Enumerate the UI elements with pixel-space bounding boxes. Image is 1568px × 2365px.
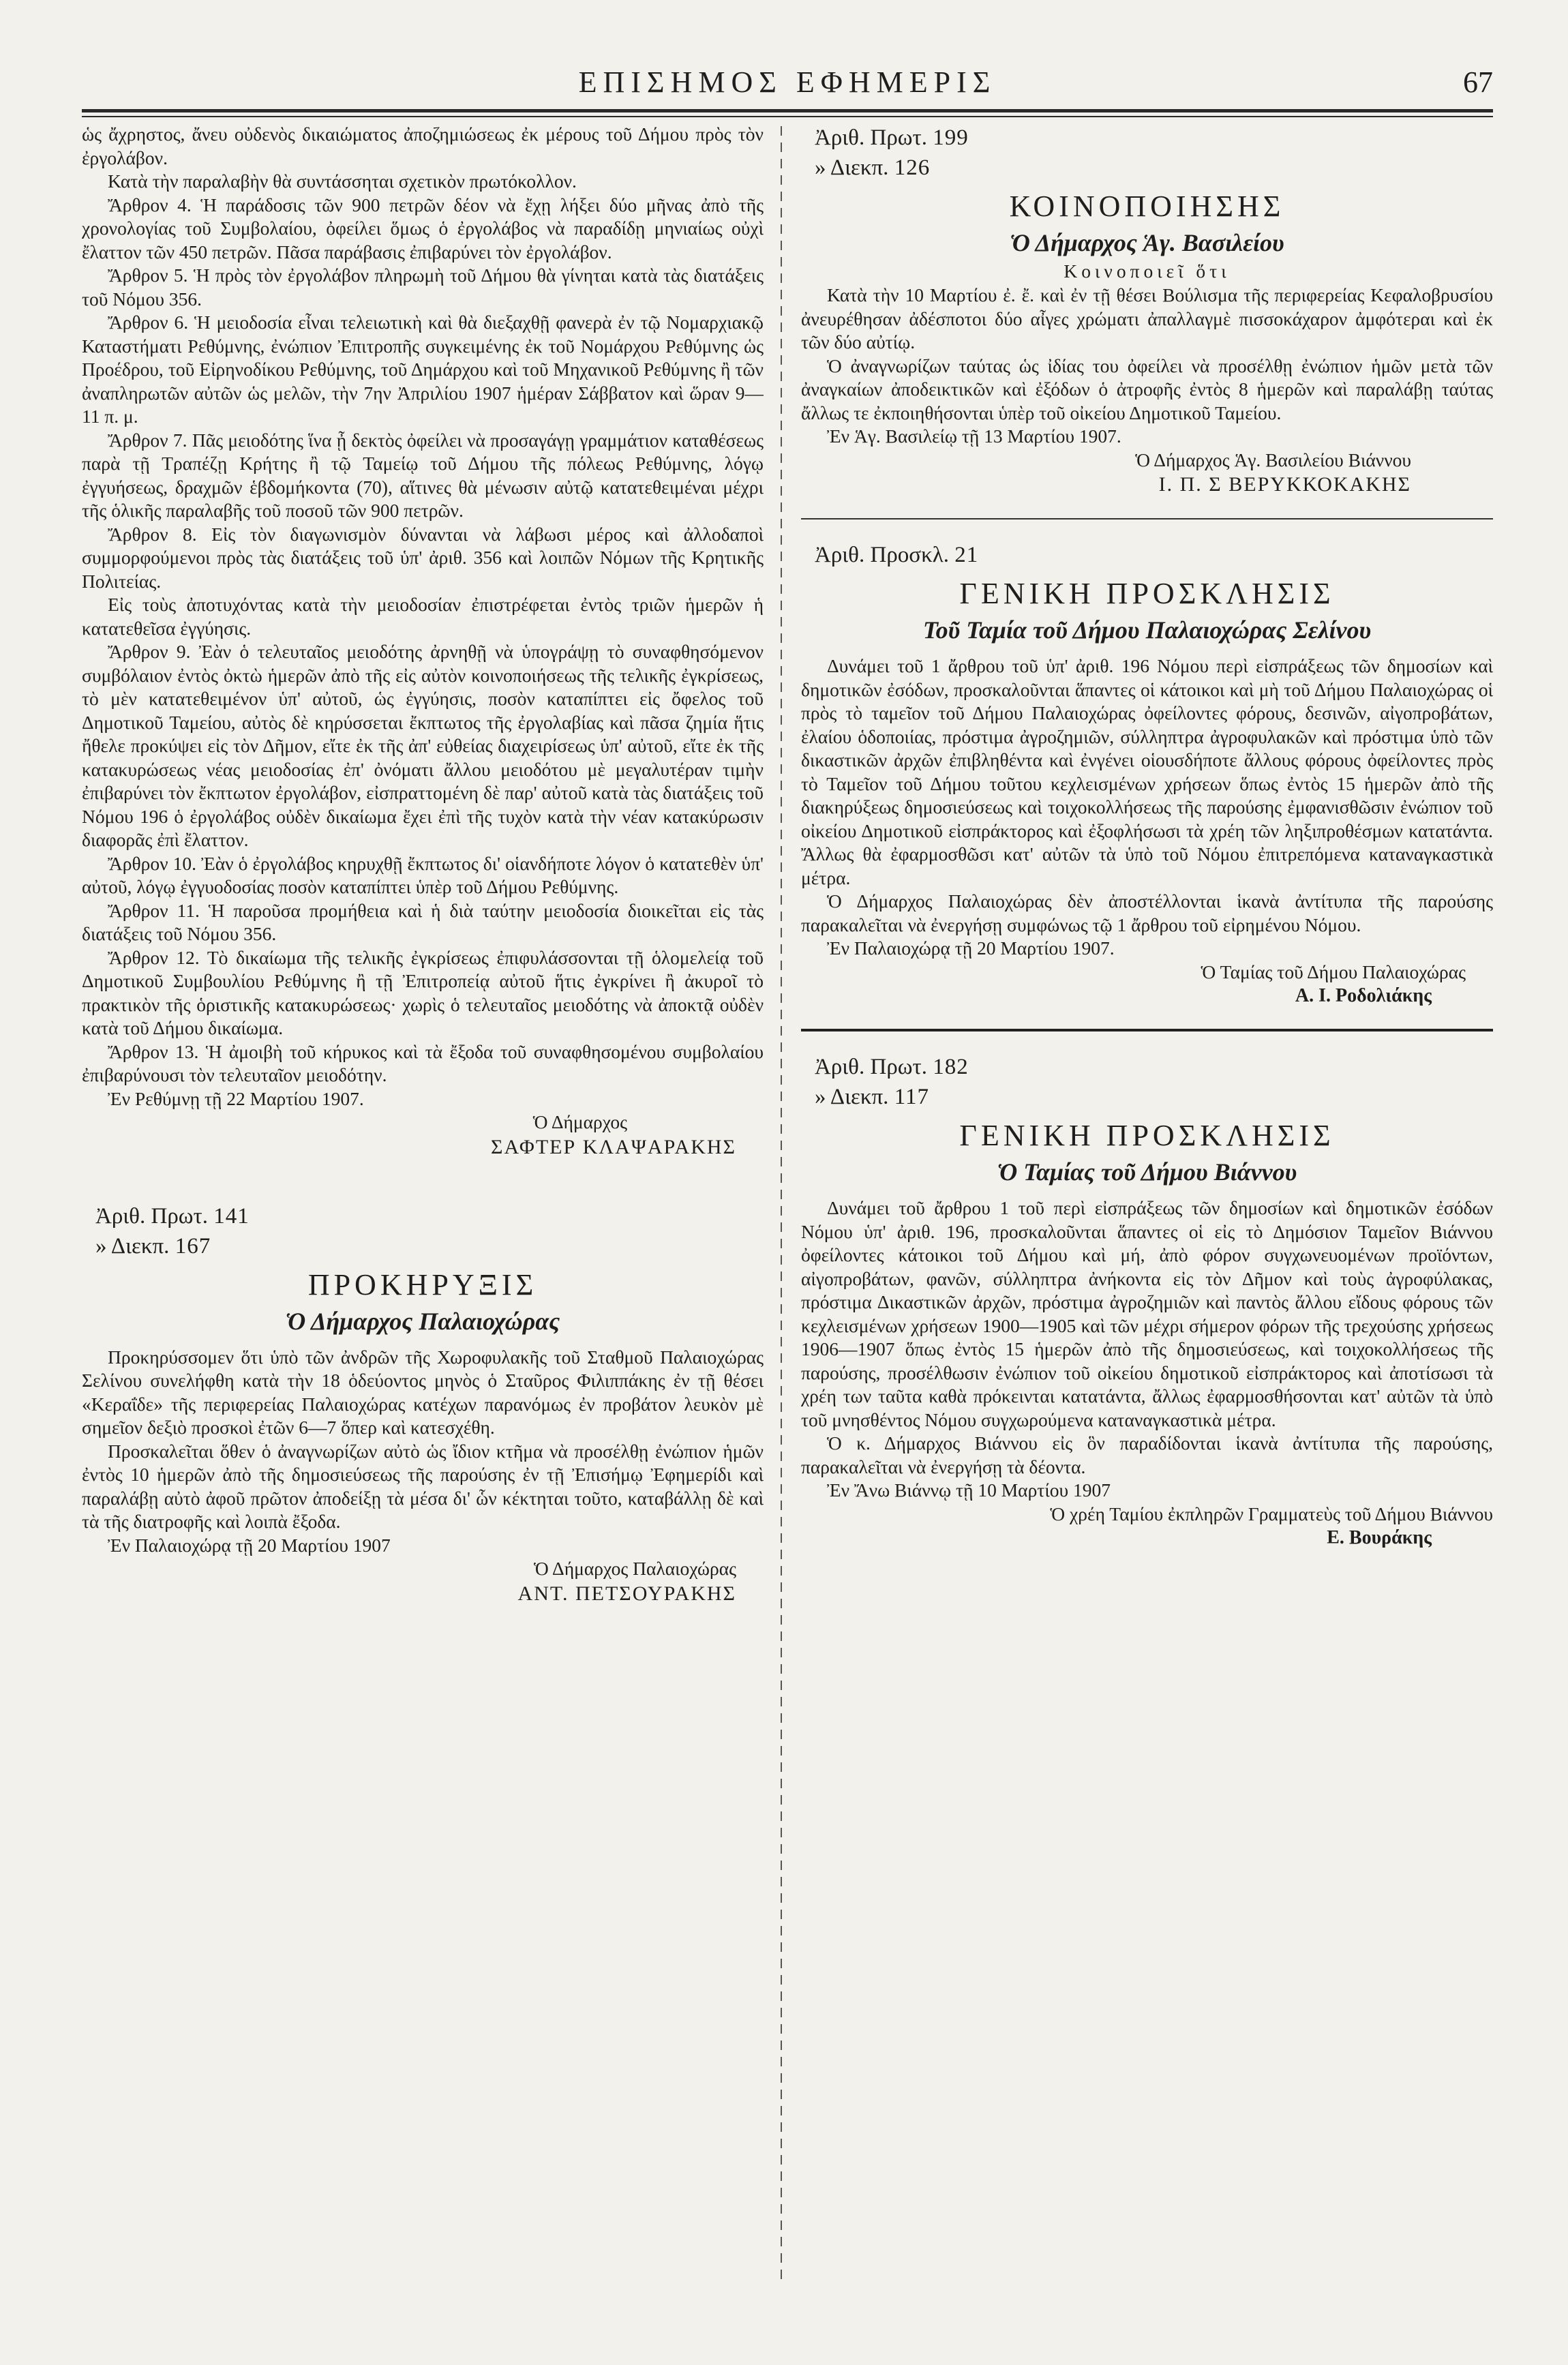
dispatch-number xyxy=(815,153,1493,183)
date-line: Ἐν Ρεθύμνῃ τῇ 22 Μαρτίου 1907. xyxy=(108,1087,364,1109)
signature-role: Ὁ Δήμαρχος Παλαιοχώρας xyxy=(533,1558,736,1579)
protocol-number xyxy=(815,123,1493,153)
article-12: Ἄρθρον 12. Τὸ δικαίωμα τῆς τελικῆς ἐγκρίσεως ἐπιφυλάσσονται τῇ ὁλομελείᾳ τοῦ Δημοτικοῦ Συμβουλίου Ρεθύμνης ἢ τῇ Ἐπιτροπείᾳ αὐτοῦ ἥτις ἐγκρίνει ἢ ἀκυροῖ τὸ πρακτικὸν τῆς ὁριστικῆς κατακυρώσεως· χωρὶς ὁ τελευταῖος μειοδότης νὰ ἀποκτᾷ οὐδὲν κατὰ τοῦ Δήμου δικαίωμα. xyxy=(82,946,764,1038)
protocol-label: Ἀριθ. Πρωτ. xyxy=(815,1055,928,1079)
protocol-value: 182 xyxy=(933,1055,969,1079)
notice-title: ΓΕΝΙΚΗ ΠΡΟΣΚΛΗΣΙΣ xyxy=(959,577,1335,610)
article-11: Ἄρθρον 11. Ἡ παροῦσα προμήθεια καὶ ἡ διὰ ταύτην μειοδοσία διοικεῖται εἰς τὰς διατάξεις τοῦ Νόμου 356. xyxy=(82,899,764,944)
article-8: Ἄρθρον 8. Εἰς τὸν διαγωνισμὸν δύνανται νὰ λάβωσι μέρος καὶ ἀλλοδαποὶ συμμορφούμενοι πρὸς τὰς διατάξεις τοῦ ὑπ' ἀριθ. 356 καὶ λοιπῶν Νόμων τῆς Κρητικῆς Πολιτείας. xyxy=(82,523,764,592)
notice-subtitle: Ὁ Δήμαρχος Ἁγ. Βασιλείου xyxy=(1010,229,1284,256)
signature-name: ΑΝΤ. ΠΕΤΣΟΥΡΑΚΗΣ xyxy=(517,1582,736,1605)
page-number: 67 xyxy=(1463,65,1493,99)
left-column xyxy=(82,123,764,2291)
dispatch-value: 117 xyxy=(894,1085,929,1109)
signature-role: Ὁ χρέη Ταμίου ἐκπληρῶν Γραμματεὺς τοῦ Δήμου Βιάννου xyxy=(1050,1503,1493,1524)
date-line: Ἐν Παλαιοχώρᾳ τῇ 20 Μαρτίου 1907 xyxy=(108,1534,391,1556)
dispatch-number xyxy=(95,1231,764,1261)
dispatch-value: 167 xyxy=(175,1233,211,1259)
date-line: Ἐν Ἁγ. Βασιλείῳ τῇ 13 Μαρτίου 1907. xyxy=(827,425,1121,447)
article-9: Ἄρθρον 9. Ἐὰν ὁ τελευταῖος μειοδότης ἀρνηθῇ νὰ ὑπογράψῃ τὸ συναφθησόμενον συμβόλαιον ἐντὸς ὀκτὼ ἡμερῶν ἀπὸ τῆς εἰς αὐτὸν κοινοποιήσεως τῆς τελικῆς ἐγκρίσεως, τὸ μὲν κατατεθειμένον ὑπ' αὐτοῦ, ὡς ἐγγύησις, ποσὸν καταπίπτει εἰς ὄφελος τοῦ Δημοτικοῦ Ταμείου, αὐτὸς δὲ κηρύσσεται ἔκπτωτος τῆς ἐργολαβίας καὶ πᾶσα ζημία ἥτις ἤθελε προκύψει εἰς τὸν Δῆμον, εἴτε ἐκ τῆς ἀπ' εὐθείας διαχειρίσεως ὑπ' αὐτοῦ, εἴτε ἐκ τῆς κατακυρώσεως νέας μειοδοσίας ἐπ' ὀνόματι ἄλλου μειοδότου μὲ μεγαλυτέραν τιμὴν ἐπιβαρύνει τὸν ἔκπτωτον ἐργολάβον, εἰσπραττομένη δὲ παρ' αὐτοῦ κατὰ τὰς διατάξεις τοῦ Νόμου 196 ὁ ἐργολάβος οὐδὲν δικαίωμα ἔχει ἐπὶ τῆς τυχὸν κατὰ τὴν νέαν κατακύρωσιν διαφορᾶς ἐπὶ ἔλαττον. xyxy=(82,641,764,850)
signature-role: Ὁ Ταμίας τοῦ Δήμου Παλαιοχώρας xyxy=(1201,961,1466,982)
signature-role: Ὁ Δήμαρχος Ἁγ. Βασιλείου Βιάννου xyxy=(1135,449,1411,470)
header-rule-thin xyxy=(82,116,1493,117)
notice-subtitle: Ὁ Ταμίας τοῦ Δήμου Βιάννου xyxy=(997,1158,1297,1186)
paragraph: Κατὰ τὴν 10 Μαρτίου ἐ. ἔ. καὶ ἐν τῇ θέσει Βούλισμα τῆς περιφερείας Κεφαλοβρυσίου ἀνευρέθησαν ἀδέσποτοι δύο αἶγες χρώματι ἀπαλλαγμὲ πισσοκάχαρον ἀμφότεραι καὶ ἐκ τῶν δύο αὐτίῳ. xyxy=(801,284,1493,352)
signature-role: Ὁ Δήμαρχος xyxy=(532,1111,627,1132)
protocol-value: 141 xyxy=(213,1203,250,1229)
running-title: ΕΠΙΣΗΜΟΣ ΕΦΗΜΕΡΙΣ xyxy=(578,65,997,99)
page-header xyxy=(82,65,1493,106)
article-13: Ἄρθρον 13. Ἡ ἀμοιβὴ τοῦ κήρυκος καὶ τὰ ἔξοδα τοῦ συναφθησομένου συμβολαίου ἐπιβαρύνουσι τὸν τελευταῖον μειοδότην. xyxy=(82,1040,764,1085)
protocol-number xyxy=(815,540,1493,570)
date-line: Ἐν Ἄνω Βιάννῳ τῇ 10 Μαρτίου 1907 xyxy=(827,1479,1111,1501)
dispatch-value: 126 xyxy=(894,155,931,180)
dispatch-number xyxy=(815,1082,1493,1112)
paragraph: ὡς ἄχρηστος, ἄνευ οὐδενὸς δικαιώματος ἀποζημιώσεως ἐκ μέρους τοῦ Δήμου πρὸς τὸν ἐργολάβον. xyxy=(82,123,764,168)
signature-name: Α. Ι. Ροδολιάκης xyxy=(1295,985,1432,1006)
signature-name: ΣΑΦΤΕΡ ΚΛΑΨΑΡΑΚΗΣ xyxy=(491,1135,736,1158)
protocol-number xyxy=(815,1052,1493,1082)
paragraph: Κατὰ τὴν παραλαβὴν θὰ συντάσσηται σχετικὸν πρωτόκολλον. xyxy=(108,170,577,192)
article-10: Ἄρθρον 10. Ἐὰν ὁ ἐργολάβος κηρυχθῇ ἔκπτωτος δι' οἱανδήποτε λόγον ὁ κατατεθὲν ὑπ' αὐτοῦ, λόγῳ ἐγγυοδοσίας ποσὸν καταπίπτει ὑπὲρ τοῦ Δήμου Ρεθύμνης. xyxy=(82,852,764,897)
article-5: Ἄρθρον 5. Ἡ πρὸς τὸν ἐργολάβον πληρωμὴ τοῦ Δήμου θὰ γίνηται κατὰ τὰς διατάξεις τοῦ Νόμου 356. xyxy=(82,265,764,310)
notice-subtitle: Ὁ Δήμαρχος Παλαιοχώρας xyxy=(285,1307,560,1335)
signature-name: Ι. Π. Σ ΒΕΡΥΚΚΟΚΑΚΗΣ xyxy=(1158,473,1411,496)
paragraph: Προσκαλεῖται ὅθεν ὁ ἀναγνωρίζων αὐτὸ ὡς ἴδιον κτῆμα νὰ προσέλθῃ ἐνώπιον ἡμῶν ἐντὸς 10 ἡμερῶν ἀπὸ τῆς δημοσιεύσεως τῆς παρούσης ἐν τῇ Ἐπισήμῳ Ἐφημερίδι καὶ παραλάβῃ αὐτὸ ἀφοῦ πρῶτον ἀποδείξῃ τὰ μέσα δι' ὧν κέκτηται τοῦτο, καταβάλλῃ δὲ καὶ τὰ τῆς διατροφῆς καὶ λοιπὰ ἔξοδα. xyxy=(82,1440,764,1532)
article-6: Ἄρθρον 6. Ἡ μειοδοσία εἶναι τελειωτικὴ καὶ θὰ διεξαχθῇ φανερὰ ἐν τῷ Νομαρχιακῷ Καταστήματι Ρεθύμνης, ἐνώπιον Ἐπιτροπῆς συγκειμένης ἐκ τοῦ Νομάρχου Ρεθύμνης ὡς Προέδρου, τοῦ Εἰρηνοδίκου Ρεθύμνης, τοῦ Δημάρχου καὶ τοῦ Μηχανικοῦ Ρεθύμνης ἢ τῶν ἀναπληρωτῶν αὐτῶν ὡς μελῶν, τὴν 7ην Ἀπριλίου 1907 ἡμέραν Σάββατον καὶ ὥραν 9—11 π. μ. xyxy=(82,312,764,427)
paragraph: Ὁ κ. Δήμαρχος Βιάννου εἰς ὃν παραδίδονται ἱκανὰ ἀντίτυπα τῆς παρούσης, παρακαλεῖται νὰ ἐνεργήσῃ τὰ δέοντα. xyxy=(801,1432,1493,1477)
notice-title: ΓΕΝΙΚΗ ΠΡΟΣΚΛΗΣΙΣ xyxy=(959,1119,1335,1152)
protocol-label: Ἀριθ. Προσκλ. xyxy=(815,543,949,567)
date-line: Ἐν Παλαιοχώρᾳ τῇ 20 Μαρτίου 1907. xyxy=(827,937,1115,959)
dispatch-label: » Διεκπ. xyxy=(815,1085,889,1109)
notice-title: ΚΟΙΝΟΠΟΙΗΣΗΣ xyxy=(1009,190,1285,223)
paragraph: Προκηρύσσομεν ὅτι ὑπὸ τῶν ἀνδρῶν τῆς Χωροφυλακῆς τοῦ Σταθμοῦ Παλαιοχώρας Σελίνου συνελήφθη κατὰ τὴν 18 ὁδεύοντος μηνὸς ὁ Σταῦρος Φιλιππάκης ἐν τῇ θέσει «Κεραΐδε» τῆς περιφερείας Παλαιοχώρας κατέχων παρανόμως ἐν προβάτον λευκὸν μὲ σημεῖον δεξιὸ προσκοὶ ἐτῶν 6—7 ὅπερ καὶ κατεσχέθη. xyxy=(82,1346,764,1438)
paragraph: Δυνάμει τοῦ ἄρθρου 1 τοῦ περὶ εἰσπράξεως τῶν δημοσίων καὶ δημοτικῶν ἐσόδων Νόμου ὑπ' ἀριθ. 196, προσκαλοῦνται ἅπαντες οἱ εἰς τὸ Δημόσιον Ταμεῖον Βιάννου ὀφείλοντες κάτοικοι τοῦ Δήμου καὶ μή, ἀπὸ φόρον συγχωνευομένων προϊόντων, αἰγοπροβάτων, φανῶν, σύλληπτρα ἀνήκοντα εἰς τὸν Δῆμον καὶ τοὺς ἀγροφύλακας, πρόστιμα Δικαστικῶν ἀρχῶν, πρόστιμα ἀγροζημιῶν καὶ παντὸς ἄλλου εἴδους φόρους τῶν κεχλεισμένων χρήσεων 1900—1905 καὶ τῶν μέχρι σήμερον φόρων τῆς τρεχούσης χρήσεως 1906—1907 ὅπως ἐντὸς 15 ἡμερῶν ἀπὸ τῆς δημοσιεύσεως, καὶ τοιχοκολλήσεως τῆς παρούσης, προσέλθωσιν ἐνώπιον τοῦ οἰκείου δημοτικοῦ εἰσπράκτορος καὶ ἀποτίσωσι τὰ χρέη των ταῦτα καθὰ πρόκεινται κατατάντα, ἄλλως ἐφαρμοσθήσονται κατ' αὐτῶν τὰ ὑπὸ τοῦ μνησθέντος Νόμου συγχωρούμενα καταναγκαστικὰ μέτρα. xyxy=(801,1197,1493,1430)
paragraph: Ὁ ἀναγνωρίζων ταύτας ὡς ἰδίας του ὀφείλει νὰ προσέλθῃ ἐνώπιον ἡμῶν μετὰ τῶν ἀναγκαίων ἀποδεικτικῶν καὶ ἐξόδων ὁ ἀτροφῆς ἐντὸς 8 ἡμερῶν καὶ παραλάβῃ ταύτας ἄλλως τε ἐκποιηθήσονται ὑπὲρ τοῦ οἰκείου Δημοτικοῦ Ταμείου. xyxy=(801,355,1493,423)
header-rule xyxy=(82,109,1493,112)
signature-name: Ε. Βουράκης xyxy=(1327,1527,1432,1548)
paragraph: Ὁ Δήμαρχος Παλαιοχώρας δὲν ἀποστέλλονται ἱκανὰ ἀντίτυπα τῆς παρούσης παρακαλεῖται νὰ ἐνεργήσῃ συμφώνως τῷ 1 ἄρθρου τοῦ εἰρημένου Νόμου. xyxy=(801,890,1493,935)
right-column xyxy=(801,123,1493,2291)
paragraph: Δυνάμει τοῦ 1 ἄρθρου τοῦ ὑπ' ἀριθ. 196 Νόμου περὶ εἰσπράξεως τῶν δημοσίων καὶ δημοτικῶν ἐσόδων, προσκαλοῦνται ἅπαντες οἱ κάτοικοι καὶ μὴ τοῦ Δήμου Παλαιοχώρας οἱ πρὸς τὸ ταμεῖον τοῦ Δήμου Παλαιοχώρας ὀφείλοντες φόρους, δεσινῶν, αἰγοπροβάτων, ἐλαίου ὁδοποιίας, πρόστιμα ἀγροζημιῶν, σύλληπτρα ἀγροφυλακῶν καὶ πρόστιμα ὑπὸ τῶν δικαστικῶν ἀρχῶν ἐπιβληθέντα καὶ ἐνγένει οἱουσδήποτε ἄλλους φόρους ὀφείλοντες πρὸς τὸ Ταμεῖον τοῦ Δήμου τοῦτου κεχλεισμένων χρήσεων ὅπως ἐντὸς 15 ἡμερῶν ἀπὸ τῆς διακηρύξεως δημοσιεύσεως καὶ τοιχοκολλήσεως τῆς παρούσης ἐμφανισθῶσιν ἐνώπιον τοῦ οἰκείου Δημοτικοῦ εἰσπράκτορος καὶ ἐξοφλήσωσι τὰ χρέη τῶν ληξιπροθέσμων κατατάντα. Ἄλλως θὰ ἐφαρμοσθῶσι κατ' αὐτῶν τὰ ὑπὸ τοῦ Νόμου ἐπιτρεπόμενα καταναγκαστικὰ μέτρα. xyxy=(801,655,1493,888)
column-divider xyxy=(781,126,782,2280)
notice-intro: Κοινοποιεῖ ὅτι xyxy=(1064,260,1231,282)
dispatch-label: » Διεκπ. xyxy=(815,155,889,180)
notice-title: ΠΡΟΚΗΡΥΞΙΣ xyxy=(307,1267,538,1301)
article-7: Ἄρθρον 7. Πᾶς μειοδότης ἵνα ᾖ δεκτὸς ὀφείλει νὰ προσαγάγῃ γραμμάτιον καταθέσεως παρὰ τῇ Τραπέζῃ Κρήτης ἢ τῷ Ταμείῳ τοῦ Δήμου τῆς πόλεως Ρεθύμνης, λόγῳ ἐγγυήσεως, δραχμῶν ἑβδομήκοντα (70), αἵτινες θὰ μένωσιν αὐτῷ κατατεθειμέναι μέχρι τῆς ὁλικῆς παραλαβῆς τοῦ ποσοῦ τῶν 900 πετρῶν. xyxy=(82,429,764,521)
protocol-value: 199 xyxy=(933,125,969,150)
protocol-label: Ἀριθ. Πρωτ. xyxy=(95,1203,209,1229)
article-4: Ἄρθρον 4. Ἡ παράδοσις τῶν 900 πετρῶν δέον νὰ ἔχῃ λήξει δύο μῆνας ἀπὸ τῆς χρονολογίας τοῦ Συμβολαίου, ὀφείλει ὅμως ὁ ἐργολάβος νὰ παραδίδῃ μηνιαίως οὐχὶ ἔλαττον τῶν 450 πετρῶν. Πᾶσα παράβασις ἐπιβαρύνει τὸν ἐργολάβον. xyxy=(82,194,764,262)
notice-subtitle: Τοῦ Ταμία τοῦ Δήμου Παλαιοχώρας Σελίνου xyxy=(922,616,1372,644)
protocol-number xyxy=(95,1201,764,1231)
protocol-value: 21 xyxy=(954,543,979,567)
paragraph: Εἰς τοὺς ἀποτυχόντας κατὰ τὴν μειοδοσίαν ἐπιστρέφεται ἐντὸς τριῶν ἡμερῶν ἡ κατατεθεῖσα ἐγγύησις. xyxy=(82,594,764,639)
dispatch-label: » Διεκπ. xyxy=(95,1233,170,1259)
protocol-label: Ἀριθ. Πρωτ. xyxy=(815,125,928,150)
